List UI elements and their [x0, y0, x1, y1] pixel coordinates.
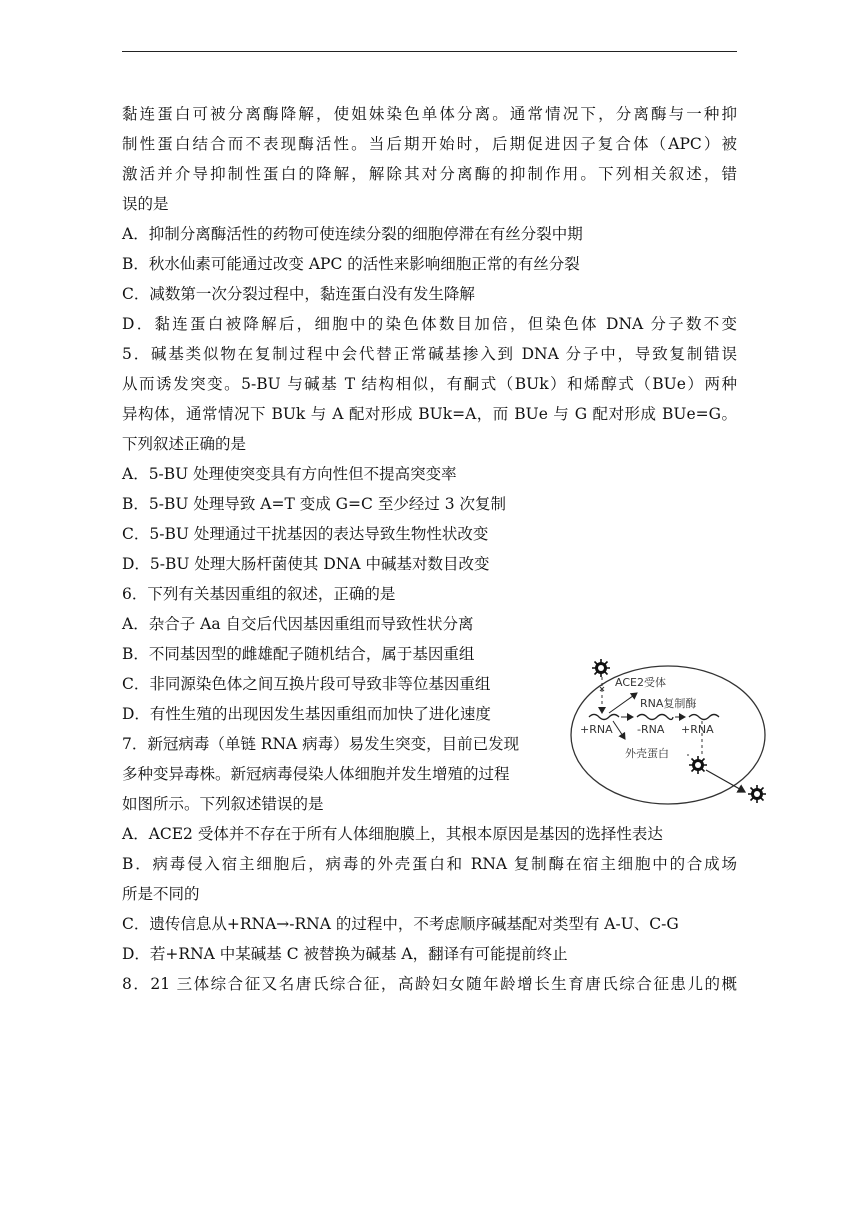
option-line: 所是不同的: [122, 885, 200, 903]
rna-strand: [637, 715, 673, 720]
question-line: 5．碱基类似物在复制过程中会代替正常碱基掺入到 DNA 分子中，导致复制错误: [122, 345, 737, 363]
capsid-label: 外壳蛋白: [625, 747, 669, 760]
option-line: B．5-BU 处理导致 A=T 变成 G=C 至少经过 3 次复制: [122, 495, 507, 513]
option-line: D．黏连蛋白被降解后，细胞中的染色体数目加倍，但染色体 DNA 分子数不变: [122, 315, 737, 333]
option-line: D．若+RNA 中某碱基 C 被替换为碱基 A，翻译有可能提前终止: [122, 945, 568, 963]
question-line: 6．下列有关基因重组的叙述，正确的是: [122, 585, 396, 603]
plus-rna-left-label: +RNA: [580, 723, 613, 736]
plus-rna-right-label: +RNA: [681, 723, 714, 736]
option-line: C．非同源染色体之间互换片段可导致非等位基因重组: [122, 675, 491, 693]
question-line: 从而诱发突变。5-BU 与碱基 T 结构相似，有酮式（BUk）和烯醇式（BUe）两种: [122, 375, 737, 393]
rna-strand: [589, 715, 619, 720]
option-line: C．遗传信息从+RNA→-RNA 的过程中，不考虑顺序碱基配对类型有 A-U、C-G: [122, 915, 679, 933]
option-line: A．ACE2 受体并不存在于所有人体细胞膜上，其根本原因是基因的选择性表达: [122, 825, 663, 843]
diagram-svg: [565, 655, 775, 810]
option-line: A．抑制分离酶活性的药物可使连续分裂的细胞停滞在有丝分裂中期: [122, 225, 583, 243]
question-line: 异构体，通常情况下 BUk 与 A 配对形成 BUk=A，而 BUe 与 G 配对形成 BUe=G。: [122, 405, 737, 423]
text-line: 制性蛋白结合而不表现酶活性。当后期开始时，后期促进因子复合体（APC）被: [122, 135, 737, 153]
option-line: C．减数第一次分裂过程中，黏连蛋白没有发生降解: [122, 285, 475, 303]
option-line: D．有性生殖的出现因发生基因重组而加快了进化速度: [122, 705, 491, 723]
ace2-label: ACE2受体: [615, 676, 666, 689]
question-line: 如图所示。下列叙述错误的是: [122, 795, 324, 813]
virus-icon: [592, 659, 610, 677]
text-line: 误的是: [122, 195, 169, 213]
question-line: 多种变异毒株。新冠病毒侵染人体细胞并发生增殖的过程: [122, 765, 510, 783]
text-line: 黏连蛋白可被分离酶降解，使姐妹染色单体分离。通常情况下，分离酶与一种抑: [122, 105, 737, 123]
option-line: A．杂合子 Aa 自交后代因基因重组而导致性状分离: [122, 615, 474, 633]
header-rule: [122, 51, 737, 52]
virus-icon: [748, 785, 766, 803]
text-line: 激活并介导抑制性蛋白的降解，解除其对分离酶的抑制作用。下列相关叙述，错: [122, 165, 737, 183]
virus-replication-diagram: [565, 655, 775, 810]
option-line: B．秋水仙素可能通过改变 APC 的活性来影响细胞正常的有丝分裂: [122, 255, 580, 273]
rna-enzyme-label: RNA复制酶: [640, 697, 697, 710]
minus-rna-label: -RNA: [637, 723, 665, 736]
question-line: 下列叙述正确的是: [122, 435, 247, 453]
option-line: B．病毒侵入宿主细胞后，病毒的外壳蛋白和 RNA 复制酶在宿主细胞中的合成场: [122, 855, 737, 873]
question-line: 7．新冠病毒（单链 RNA 病毒）易发生突变，目前已发现: [122, 735, 520, 753]
option-line: B．不同基因型的雌雄配子随机结合，属于基因重组: [122, 645, 475, 663]
rna-strand: [689, 715, 719, 720]
question-line: 8．21 三体综合征又名唐氏综合征，高龄妇女随年龄增长生育唐氏综合征患儿的概: [122, 975, 737, 993]
option-line: A．5-BU 处理使突变具有方向性但不提高突变率: [122, 465, 457, 483]
option-line: D．5-BU 处理大肠杆菌使其 DNA 中碱基对数目改变: [122, 555, 490, 573]
virus-icon: [689, 756, 707, 774]
option-line: C．5-BU 处理通过干扰基因的表达导致生物性状改变: [122, 525, 489, 543]
